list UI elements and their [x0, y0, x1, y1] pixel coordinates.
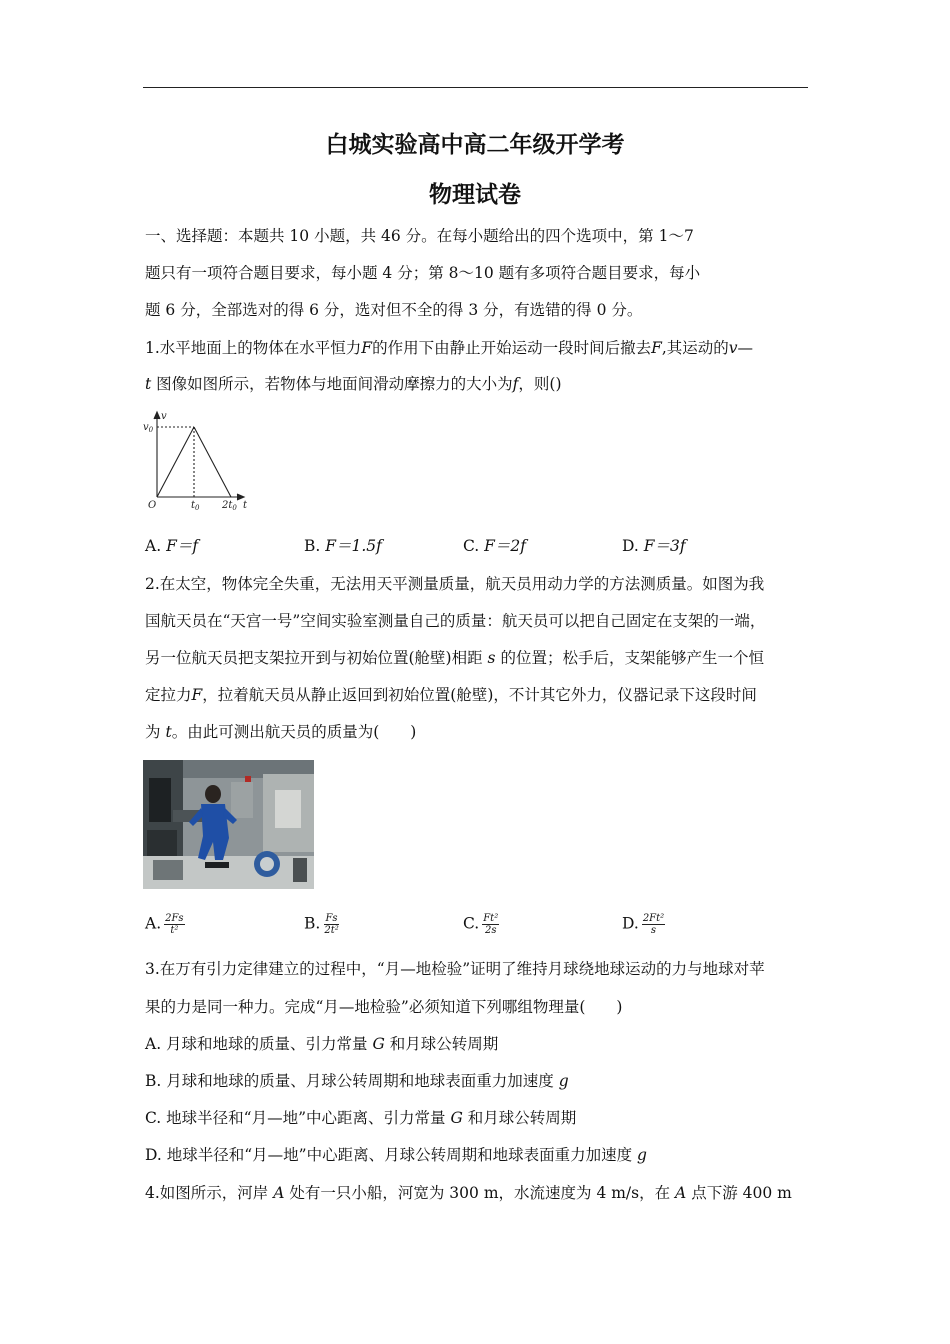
section-instructions-line-3: 题 6 分，全部选对的得 6 分，选对但不全的得 3 分，有选错的得 0 分。 — [145, 301, 643, 319]
q2-option-c[interactable]: C. $\frac{\text{Ft²}}{2s}$ — [463, 913, 499, 936]
graph-origin-label: O — [148, 500, 157, 511]
graph-x-label: t — [243, 500, 248, 511]
q2-option-a[interactable]: A. $\frac{2Fs}{\text{t²}}$ — [145, 913, 184, 936]
q3-option-b[interactable]: B. 月球和地球的质量、月球公转周期和地球表面重力加速度 g — [145, 1072, 569, 1090]
q3-option-c[interactable]: C. 地球半径和“月—地”中心距离、引力常量 G 和月球公转周期 — [145, 1109, 577, 1127]
q1-stem-line-2: t 图像如图所示，若物体与地面间滑动摩擦力的大小为f，则() — [145, 375, 562, 393]
q2-option-d[interactable]: D. $\frac{\text{2Ft²}}{s}$ — [622, 913, 665, 936]
q2-stem-line-5: 为 t。由此可测出航天员的质量为( ) — [145, 723, 417, 741]
graph-2t0-label: $2t_0$ — [222, 500, 237, 512]
section-instructions-line-1: 一、选择题：本题共 10 小题，共 46 分。在每小题给出的四个选项中，第 1～7 — [145, 227, 694, 245]
exam-title: 白城实验高中高二年级开学考 — [325, 131, 625, 158]
v-fall-line — [194, 427, 231, 497]
q1-stem-line-1: 1.水平地面上的物体在水平恒力F的作用下由静止开始运动一段时间后撤去F,其运动的v— — [145, 339, 754, 357]
graph-v0-label: $v_0$ — [143, 422, 154, 434]
q3-stem-line-2: 果的力是同一种力。完成“月—地检验”必须知道下列哪组物理量( ) — [145, 998, 623, 1016]
graph-t0-label: $t_0$ — [191, 500, 200, 512]
q2-stem-line-4: 定拉力F，拉着航天员从静止返回到初始位置(舱壁)，不计其它外力，仪器记录下这段时间 — [145, 686, 757, 704]
q4-stem-line-1: 4.如图所示，河岸 A 处有一只小船，河宽为 300 m，水流速度为 4 m/s，在 A 点下游 400 m — [145, 1184, 792, 1202]
q1-option-d[interactable]: D. F＝3f — [622, 537, 686, 555]
graph-y-label: v — [161, 411, 167, 422]
q1-vt-graph — [140, 408, 260, 516]
q3-option-a[interactable]: A. 月球和地球的质量、引力常量 G 和月球公转周期 — [145, 1035, 499, 1053]
q2-stem-line-1: 2.在太空，物体完全失重，无法用天平测量质量，航天员用动力学的方法测质量。如图为我 — [145, 575, 765, 593]
exam-subtitle: 物理试卷 — [429, 181, 521, 208]
section-instructions-line-2: 题只有一项符合题目要求，每小题 4 分；第 8～10 题有多项符合题目要求，每小 — [145, 264, 701, 282]
header-rule — [143, 87, 808, 88]
q3-stem-line-1: 3.在万有引力定律建立的过程中，“月—地检验”证明了维持月球绕地球运动的力与地球对苹 — [145, 960, 765, 978]
y-axis-arrow — [154, 412, 160, 419]
q1-option-b[interactable]: B. F＝1.5f — [304, 537, 382, 555]
astronaut-photo — [143, 760, 314, 889]
q2-stem-line-3: 另一位航天员把支架拉开到与初始位置(舱壁)相距 s 的位置；松手后，支架能够产生一个恒 — [145, 649, 764, 667]
v-rise-line — [157, 427, 194, 497]
q1-option-a[interactable]: A. F＝f — [145, 537, 199, 555]
q3-option-d[interactable]: D. 地球半径和“月—地”中心距离、月球公转周期和地球表面重力加速度 g — [145, 1146, 647, 1164]
q2-stem-line-2: 国航天员在“天宫一号”空间实验室测量自己的质量：航天员可以把自己固定在支架的一端， — [145, 612, 766, 630]
q2-option-b[interactable]: B. $\frac{Fs}{\text{2t²}}$ — [304, 913, 339, 936]
q1-option-c[interactable]: C. F＝2f — [463, 537, 527, 555]
